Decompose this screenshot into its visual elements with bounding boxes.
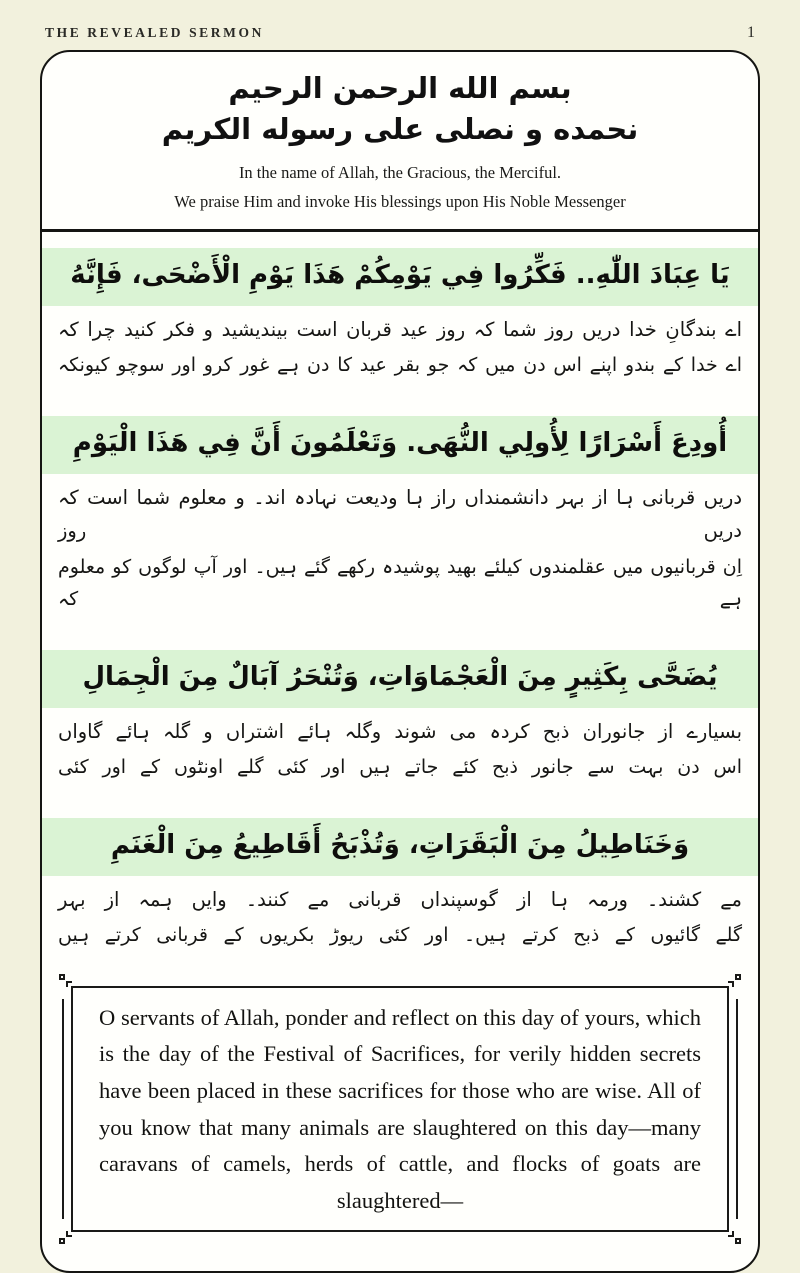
verse-section (42, 818, 758, 952)
invocation-english-line1: In the name of Allah, the Gracious, the Merciful. (238, 163, 562, 183)
invocation-english-line2: We praise Him and invoke His blessings upon His Noble Messenger (174, 192, 626, 212)
bismillah-arabic-line: بسم الله الرحمن الرحيم (228, 71, 572, 105)
frame-edge-right (736, 999, 738, 1219)
english-translation-text: O servants of Allah, ponder and reflect on this day of yours, which is the day of the Festival of Sacrifices, for verily hidden secrets have been placed in these sacrifices for those who are wise. All of you know that many animals are slaughtered on this day—many caravans of camels, herds of cattle, and flocks of goats are slaughtered— (99, 1004, 701, 1214)
double-rule-divider (42, 229, 758, 232)
page-number: 1 (747, 24, 755, 41)
english-translation-inner-box (71, 986, 729, 1232)
arabic-verse-highlight: وَخَنَاطِيلُ مِنَ الْبَقَرَاتِ، وَتُذْبَحُ أَقَاطِيعُ مِنَ الْغَنَمِ (42, 818, 758, 876)
frame-corner-ornament-icon (59, 1238, 65, 1244)
verse-section (42, 650, 758, 784)
arabic-verse-highlight: يُضَحَّى بِكَثِيرٍ مِنَ الْعَجْمَاوَاتِ، وَتُنْحَرُ آبَالٌ مِنَ الْجِمَالِ (42, 650, 758, 708)
verse-section (42, 248, 758, 382)
persian-translation-line: دریں قربانی ہا از بہر دانشمنداں راز ہا ودیعت نہادہ اند۔ و معلوم شما است کہ دریں روز (58, 485, 742, 543)
frame-corner-ornament-icon (735, 974, 741, 980)
persian-translation-line: اے بندگانِ خدا دریں روز شما کہ روز عید قربان است بیندیشید و فکر کنید چرا کہ (58, 317, 742, 341)
urdu-translation-line: گلے گائیوں کے ذبح کرتے ہیں۔ اور کئی ریوڑ بکریوں کے قربانی کرتے ہیں (58, 924, 742, 947)
urdu-translation-line: اے خدا کے بندو اپنے اس دن میں کہ جو بقر عید کا دن ہے غور کرو اور سوچو کیونکہ (58, 354, 742, 377)
running-title: THE REVEALED SERMON (45, 25, 264, 40)
frame-corner-ornament-icon (735, 1238, 741, 1244)
hamd-arabic-line: نحمده و نصلى على رسوله الكريم (161, 111, 639, 146)
frame-corner-step-icon (728, 981, 734, 987)
frame-corner-step-icon (66, 981, 72, 987)
frame-corner-step-icon (66, 1231, 72, 1237)
arabic-verse-highlight: أُودِعَ أَسْرَارًا لِأُولِي النُّهَى. وَتَعْلَمُونَ أَنَّ فِي هَذَا الْيَوْمِ (42, 416, 758, 474)
persian-translation-line: بسیارے از جانوران ذبح کردہ می شوند وگلہ ہائے اشتراں و گلہ ہائے گاواں (58, 719, 742, 743)
english-translation-frame (62, 986, 738, 1232)
page-header (45, 24, 755, 42)
frame-edge-left (62, 999, 64, 1219)
frame-corner-step-icon (728, 1231, 734, 1237)
persian-translation-line: مے کشند۔ ورمہ ہا از گوسپنداں قربانی مے کنند۔ وایں ہمہ از بہر (58, 887, 742, 911)
frame-corner-ornament-icon (59, 974, 65, 980)
arabic-verse-highlight: يَا عِبَادَ اللّٰهِ.. فَكِّرُوا فِي يَوْمِكُمْ هَذَا يَوْمِ الْأَضْحَى، فَإِنَّهُ (42, 248, 758, 306)
content-sheet (40, 50, 760, 1273)
verse-section (42, 416, 758, 616)
urdu-translation-line: اس دن بہت سے جانور ذبح کئے جاتے ہیں اور کئی گلے اونٹوں کے اور کئی (58, 756, 742, 779)
invocation-block (42, 68, 758, 217)
invocation-english (42, 159, 758, 217)
urdu-translation-line: اِن قربانیوں میں عقلمندوں کیلئے بھید پوشیدہ رکھے گئے ہیں۔ اور آپ لوگوں کو معلوم ہے کہ (58, 555, 742, 611)
